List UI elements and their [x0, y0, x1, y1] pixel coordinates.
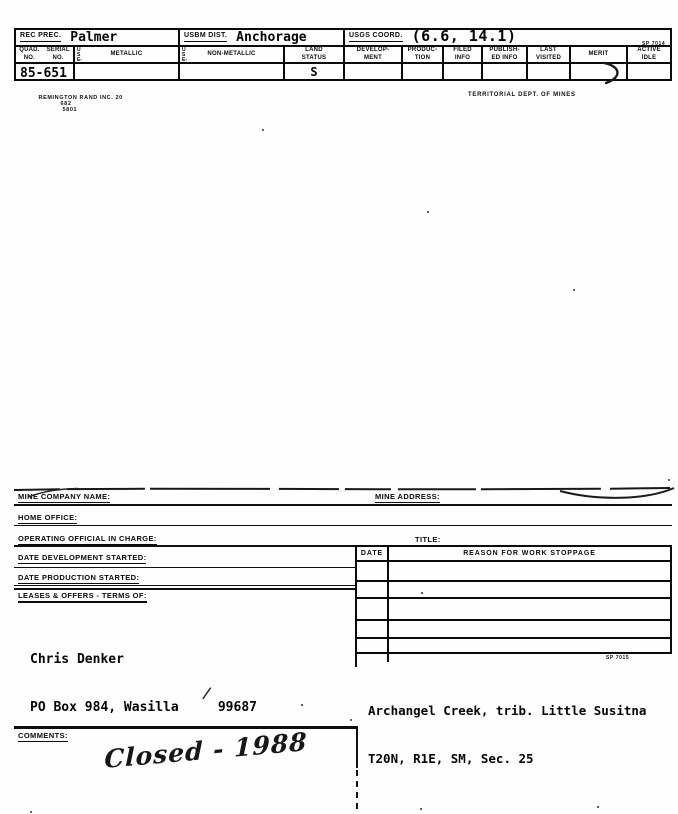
land-status-label-line1: LAND — [305, 46, 323, 53]
location-line2: T20N, R1E, SM, Sec. 25 — [368, 751, 534, 766]
metallic-label: METALLIC — [110, 50, 143, 57]
development-label-line2: MENT — [364, 54, 382, 61]
published-info-header-cell — [483, 47, 528, 62]
home-office-label: HOME OFFICE: — [18, 513, 78, 522]
land-status-header-cell — [285, 47, 345, 62]
comments-box-right-edge — [356, 726, 358, 768]
location-line1: Archangel Creek, trib. Little Susitna — [368, 703, 647, 718]
filed-info-value-cell — [444, 64, 483, 79]
last-visited-label-line2: VISITED — [535, 54, 562, 61]
date-cell — [357, 562, 389, 580]
merit-header-cell — [571, 47, 628, 62]
merit-label: MERIT — [588, 50, 609, 57]
rec-prec-label: REC PREC. — [20, 32, 61, 42]
header-row-columns — [16, 45, 670, 62]
double-rule — [14, 585, 357, 590]
last-visited-value-cell — [528, 64, 571, 79]
active-idle-label-line1: ACTIVE — [637, 46, 661, 53]
production-label-line2: TION — [414, 54, 431, 61]
header-row-values — [16, 62, 670, 79]
use-stack-metallic — [77, 48, 82, 61]
use-letter: U — [182, 47, 186, 53]
scan-dot — [597, 806, 599, 808]
metallic-header-cell — [75, 47, 180, 62]
header-row-districts — [16, 27, 670, 45]
usbm-dist-value: Anchorage — [236, 30, 307, 45]
owner-address: PO Box 984, Wasilla 99687 — [30, 700, 257, 715]
rec-prec-cell — [16, 30, 180, 45]
filed-info-label-line2: INFO — [454, 54, 471, 61]
serial-label-line1: SERIAL — [46, 46, 70, 53]
stoppage-header-row — [357, 547, 670, 562]
scan-dot — [427, 211, 429, 213]
rule — [14, 504, 672, 506]
reason-cell — [389, 562, 670, 580]
serial-no-label — [47, 47, 70, 63]
title-label: TITLE: — [415, 535, 441, 544]
usbm-dist-label: USBM DIST. — [184, 32, 227, 42]
active-idle-label-line2: IDLE — [641, 54, 657, 61]
published-info-label-line1: PUBLISH- — [489, 46, 520, 53]
printer-code-2: 5801 — [62, 107, 78, 113]
production-label-line1: PRODUC- — [407, 46, 438, 53]
scan-dot — [301, 704, 303, 706]
stoppage-empty-row — [357, 599, 670, 621]
usgs-coord-value: (6.6, 14.1) — [411, 27, 517, 45]
scan-dot — [668, 479, 670, 481]
record-number-value: 85-651 — [20, 66, 67, 81]
date-header-cell — [357, 547, 389, 560]
date-production-label: DATE PRODUCTION STARTED: — [18, 573, 140, 582]
form-number-top: SP 7014 — [642, 41, 666, 47]
development-value-cell — [345, 64, 403, 79]
scan-dot — [573, 289, 575, 291]
reason-cell — [389, 639, 670, 652]
date-cell — [357, 621, 389, 637]
stoppage-empty-row — [357, 582, 670, 599]
mine-address-label: MINE ADDRESS: — [375, 492, 440, 501]
filed-info-header-cell — [444, 47, 483, 62]
development-header-cell — [345, 47, 403, 62]
location-block — [368, 671, 646, 799]
pen-slash-mark: / — [202, 683, 211, 703]
header-table — [14, 28, 672, 81]
last-visited-label-line1: LAST — [540, 46, 557, 53]
stoppage-empty-row — [357, 562, 670, 582]
non-metallic-value-cell — [180, 64, 285, 79]
printer-code-1: 682 — [60, 101, 72, 107]
land-status-value-cell — [285, 64, 345, 79]
date-cell — [357, 639, 389, 652]
scan-dot — [350, 719, 352, 721]
scan-dot — [420, 808, 422, 810]
land-status-value: S — [310, 64, 318, 79]
printer-note: REMINGTON RAND INC. 20 — [38, 95, 123, 101]
published-info-value-cell — [483, 64, 528, 79]
rec-prec-value: Palmer — [70, 30, 118, 45]
stoppage-empty-row — [357, 639, 670, 652]
filed-info-label-line1: FILED — [453, 46, 472, 53]
metallic-value-cell — [75, 64, 180, 79]
reason-header-cell — [389, 547, 670, 560]
date-header-label: DATE — [360, 550, 384, 557]
owner-name: Chris Denker — [30, 652, 124, 667]
reason-cell — [389, 582, 670, 597]
date-cell — [357, 599, 389, 619]
production-value-cell — [403, 64, 444, 79]
reason-cell — [389, 599, 670, 619]
agency-name: TERRITORIAL DEPT. OF MINES — [468, 92, 576, 98]
land-status-label-line2: STATUS — [301, 54, 327, 61]
operating-official-label: OPERATING OFFICIAL IN CHARGE: — [18, 534, 157, 543]
comments-box-right-edge-dashed — [356, 770, 358, 814]
comments-label: COMMENTS: — [18, 731, 68, 740]
table-edge-extension — [387, 654, 389, 662]
rule — [14, 525, 672, 526]
printer-note-line — [30, 89, 123, 119]
published-info-label-line2: ED INFO — [491, 54, 518, 61]
form-number-bottom: SP 7015 — [606, 655, 630, 661]
usgs-coord-label: USGS COORD. — [349, 32, 403, 42]
usgs-coord-cell — [345, 27, 670, 45]
date-development-label: DATE DEVELOPMENT STARTED: — [18, 553, 147, 562]
record-number-cell — [16, 64, 75, 79]
work-stoppage-table — [355, 545, 672, 654]
reason-cell — [389, 621, 670, 637]
production-header-cell — [403, 47, 444, 62]
rule — [14, 545, 357, 547]
leases-offers-label: LEASES & OFFERS - TERMS OF: — [18, 591, 147, 603]
scan-line — [14, 488, 672, 490]
active-idle-value-cell — [628, 64, 670, 79]
use-letter: U — [77, 47, 81, 53]
quad-no-label — [19, 47, 39, 63]
scan-swoosh-right — [560, 488, 674, 498]
use-stack-non-metallic — [182, 48, 187, 61]
reason-header-label: REASON FOR WORK STOPPAGE — [463, 550, 596, 557]
rule — [14, 567, 357, 568]
use-letter: S — [77, 52, 81, 58]
quad-serial-header-cell — [16, 47, 75, 62]
development-label-line1: DEVELOP- — [356, 46, 390, 53]
serial-label-line2: NO. — [52, 54, 64, 61]
last-visited-header-cell — [528, 47, 571, 62]
use-letter: S — [182, 52, 186, 58]
mine-company-label: MINE COMPANY NAME: — [18, 492, 111, 501]
date-cell — [357, 582, 389, 597]
table-edge-extension — [355, 654, 357, 667]
merit-value-cell — [571, 64, 628, 79]
quad-label-line1: QUAD. — [19, 46, 40, 53]
non-metallic-label: NON-METALLIC — [207, 50, 256, 57]
use-letter: E- — [77, 57, 82, 63]
usbm-dist-cell — [180, 30, 345, 45]
quad-label-line2: NO. — [23, 54, 36, 61]
handwritten-comment: Closed - 1988 — [104, 727, 308, 774]
active-idle-header-cell — [628, 47, 670, 62]
non-metallic-header-cell — [180, 47, 285, 62]
scan-dot — [262, 129, 264, 131]
use-letter: E- — [182, 57, 187, 63]
stoppage-empty-row — [357, 621, 670, 639]
